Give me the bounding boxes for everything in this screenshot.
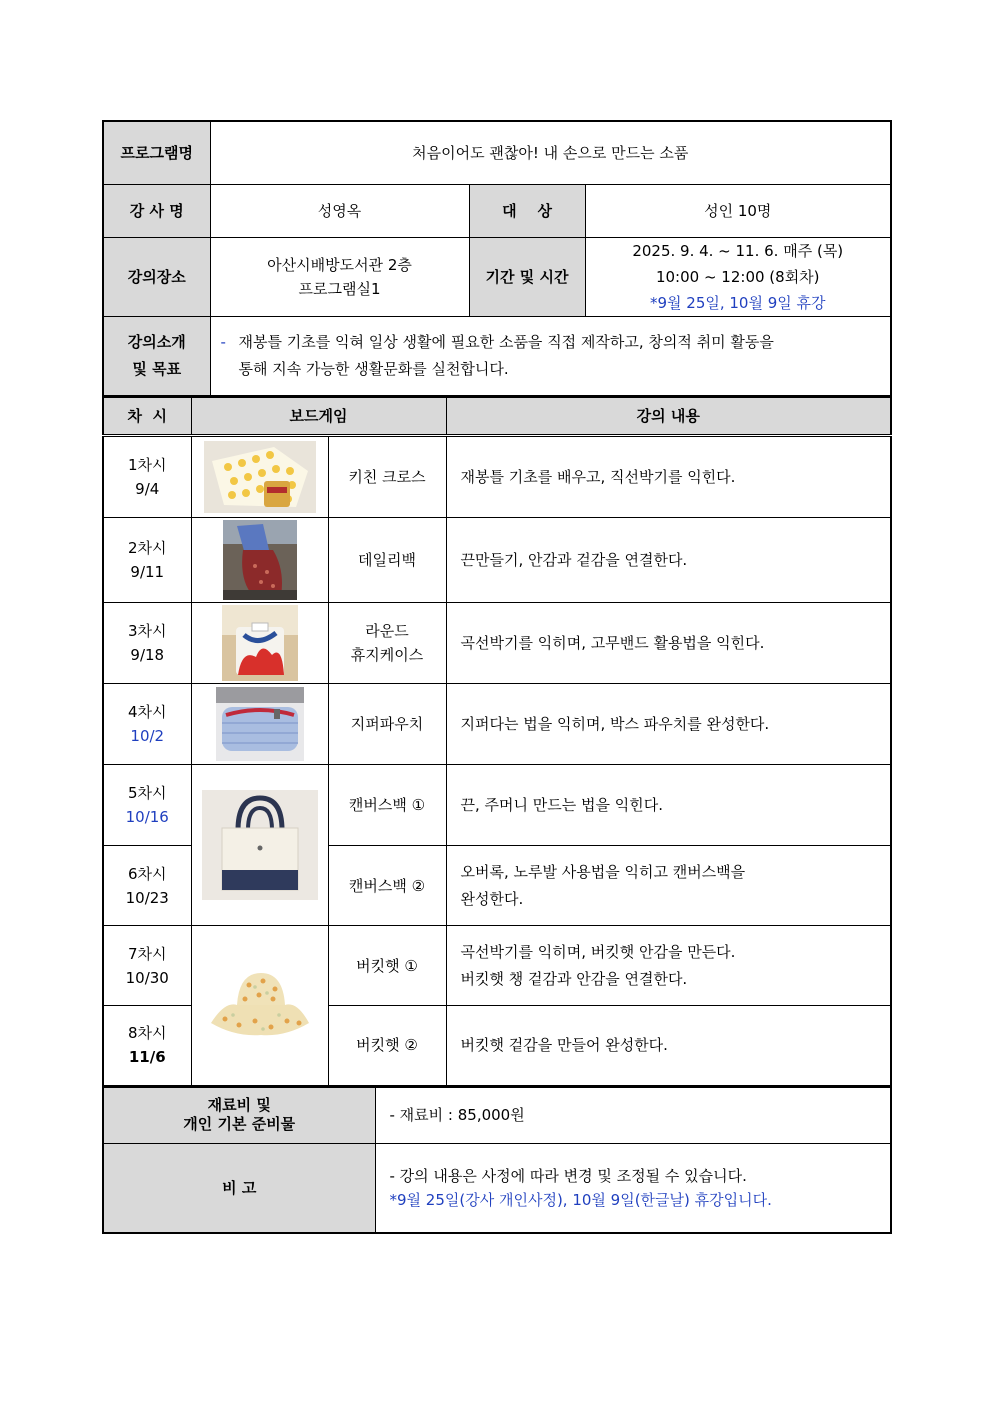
content-line-1: 곡선박기를 익히며, 버킷햇 안감을 만든다. [460,942,736,961]
schedule-header-item: 보드게임 [191,398,446,436]
bucket-hat-photo [191,926,328,1086]
period-line-1: 2025. 9. 4. ~ 11. 6. 매주 (목) [632,241,844,260]
item-cell: 버킷햇 ① [328,926,446,1006]
session-date: 10/30 [125,968,169,987]
session-date: 11/6 [128,1048,166,1067]
bucket-hat-image [205,965,315,1045]
canvas-bag-photo [191,765,328,926]
program-name-value: 처음이어도 괜찮아! 내 손으로 만드는 소품 [210,121,891,184]
item-cell: 키친 크로스 [328,436,446,518]
schedule-header-session: 차 시 [103,398,191,436]
content-line-2: 완성한다. [460,889,524,908]
period-note: *9월 25일, 10월 9일 휴강 [649,293,826,312]
table-row [103,603,891,684]
content-cell: 버킷햇 겉감을 만들어 완성한다. [446,1006,891,1086]
session-number: 4차시 [127,703,167,721]
program-name-label: 프로그램명 [103,121,210,184]
session-date: 9/11 [130,563,165,581]
daily-bag-photo [191,518,328,603]
period-line-2: 10:00 ~ 12:00 (8회차) [655,267,820,286]
item-cell [328,603,446,684]
intro-label [103,316,210,396]
kitchen-cloth-image [204,441,316,513]
session-date: 10/2 [130,727,165,745]
content-cell: 재봉틀 기초를 배우고, 직선박기를 익힌다. [446,436,891,518]
content-cell: 끈, 주머니 만드는 법을 익힌다. [446,765,891,846]
footer-table [102,1087,892,1235]
session-number: 8차시 [127,1024,167,1043]
item-line-1: 라운드 [365,622,409,640]
content-cell: 지퍼다는 법을 익히며, 박스 파우치를 완성한다. [446,684,891,765]
schedule-header-content: 강의 내용 [446,398,891,436]
place-line-2: 프로그램실1 [298,279,381,298]
session-number: 7차시 [127,944,167,963]
content-cell [446,846,891,926]
materials-value: - 재료비 : 85,000원 [375,1087,891,1143]
content-line-2: 버킷햇 챙 겉감과 안감을 연결한다. [460,969,688,988]
session-cell [103,603,191,684]
materials-label-line-2: 개인 기본 준비물 [183,1115,296,1133]
session-cell [103,765,191,846]
session-date: 10/23 [125,888,169,907]
tissue-case-image [222,605,298,681]
session-number: 5차시 [127,784,167,802]
zipper-pouch-image [216,687,304,761]
intro-label-line-1: 강의소개 [127,332,186,351]
session-number: 2차시 [127,539,167,557]
remarks-line-1: - 강의 내용은 사정에 따라 변경 및 조정될 수 있습니다. [389,1166,747,1185]
session-number: 6차시 [127,864,167,883]
daily-bag-image [223,520,297,600]
intro-line-1-wrap [221,329,881,356]
intro-line-2: 통해 지속 가능한 생활문화를 실천합니다. [238,359,509,378]
session-cell [103,1006,191,1086]
content-line-1: 오버록, 노루발 사용법을 익히고 캔버스백을 [460,862,746,881]
program-info-table [102,120,892,397]
remarks-label: 비 고 [103,1143,375,1233]
item-cell: 지퍼파우치 [328,684,446,765]
item-line-2: 휴지케이스 [350,646,424,664]
instructor-label: 강 사 명 [103,184,210,237]
place-label: 강의장소 [103,237,210,316]
session-number: 1차시 [127,456,167,474]
table-row [103,765,891,846]
session-date: 9/18 [130,646,165,664]
content-cell [446,926,891,1006]
instructor-value: 성영옥 [210,184,469,237]
session-cell [103,846,191,926]
intro-dash: - [220,332,226,351]
content-cell: 끈만들기, 안감과 겉감을 연결한다. [446,518,891,603]
session-cell [103,436,191,518]
session-cell [103,518,191,603]
remarks-value [375,1143,891,1233]
item-cell: 데일리백 [328,518,446,603]
intro-label-line-2: 및 목표 [132,359,182,378]
materials-label-line-1: 재료비 및 [207,1096,271,1114]
period-value [585,237,891,316]
target-label: 대 상 [469,184,585,237]
session-number: 3차시 [127,622,167,640]
item-cell: 캔버스백 ② [328,846,446,926]
table-row [103,684,891,765]
session-date: 10/16 [125,808,169,826]
program-document [102,120,890,1234]
place-line-1: 아산시배방도서관 2층 [267,255,412,274]
item-cell: 버킷햇 ② [328,1006,446,1086]
table-row [103,436,891,518]
materials-label [103,1087,375,1143]
item-cell: 캔버스백 ① [328,765,446,846]
intro-line-1: 재봉틀 기초를 익혀 일상 생활에 필요한 소품을 직접 제작하고, 창의적 취미 활동을 [238,332,774,351]
target-value: 성인 10명 [585,184,891,237]
intro-value [210,316,891,396]
period-label: 기간 및 시간 [469,237,585,316]
session-date: 9/4 [135,480,160,498]
table-row [103,518,891,603]
kitchen-cloth-photo [191,436,328,518]
place-value [210,237,469,316]
tissue-case-photo [191,603,328,684]
canvas-bag-image [202,790,318,900]
schedule-table [102,397,892,1087]
session-cell [103,684,191,765]
content-cell: 곡선박기를 익히며, 고무밴드 활용법을 익힌다. [446,603,891,684]
remarks-line-2: *9월 25일(강사 개인사정), 10월 9일(한글날) 휴강입니다. [389,1190,772,1209]
zipper-pouch-photo [191,684,328,765]
table-row [103,926,891,1006]
session-cell [103,926,191,1006]
